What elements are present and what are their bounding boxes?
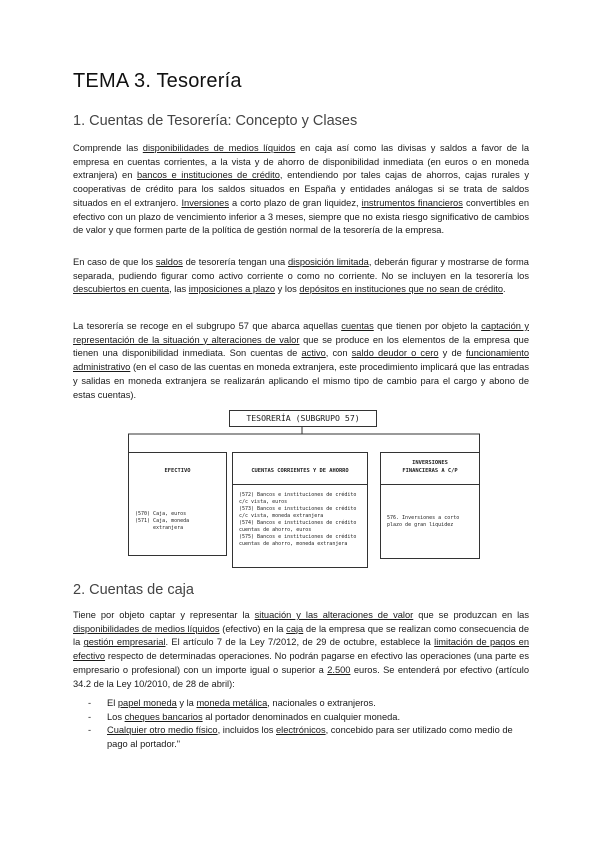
- underlined-term: 2.500: [327, 664, 351, 675]
- underlined-term: electrónicos: [276, 725, 326, 736]
- text-run: y de: [438, 348, 466, 359]
- underlined-term: Inversiones: [181, 197, 229, 208]
- underlined-term: gestión empresarial: [83, 637, 166, 648]
- list-item-text: [107, 712, 400, 722]
- account-line: (574) Bancos e instituciones de crédito: [239, 520, 357, 526]
- section-2-paragraph-1: [73, 609, 529, 691]
- diagram-column-inversiones: [380, 452, 480, 559]
- underlined-term: situación y las alteraciones de valor: [254, 610, 414, 620]
- text-run: de la empresa que se realizan como consecuencia de la: [73, 623, 530, 648]
- diagram-top-box: TESORERÍA (SUBGRUPO 57): [229, 410, 377, 427]
- text-run: y los: [275, 284, 300, 295]
- column-divider: [233, 484, 367, 485]
- text-run: , incluidos los: [217, 725, 276, 736]
- underlined-term: Cualquier otro medio físico: [107, 725, 218, 736]
- account-line: extranjera: [153, 525, 184, 531]
- text-run: que se produce en los elementos de la empresa que tienen una disponibilidad inmediata. Son cuentas de: [73, 334, 530, 359]
- account-line: 576. Inversiones a corto: [387, 515, 460, 521]
- diagram-column-efectivo: [128, 452, 227, 556]
- text-run: , con: [325, 348, 352, 359]
- text-run: en caja así como las divisas y saldos a favor de la empresa en cuentas corrientes, a la vista y de ahorro de disponibilidad inmediata (en euros o en moneda extranjera) en: [73, 143, 529, 181]
- account-line: c/c vista, moneda extranjera: [239, 513, 324, 519]
- text-run: y la: [176, 698, 197, 708]
- underlined-term: instrumentos financieros: [361, 197, 463, 208]
- text-run: .: [503, 284, 506, 295]
- text-run: , deberán figurar y mostrarse de forma separada, pudiendo figurar como activo corriente o como no corriente. No se incluyen en la tesorería los: [73, 257, 529, 281]
- list-item-text: [107, 725, 513, 749]
- text-run: La tesorería se recoge en el subgrupo 57 que abarca aquellas: [73, 321, 342, 331]
- text-run: . El artículo 7 de la Ley 7/2012, de 29 de octubre, establece la: [165, 637, 435, 648]
- section-1-paragraph-2: [73, 256, 529, 297]
- text-run: (en el caso de las cuentas en moneda extranjera, este procedimiento implicará que las entradas y salidas en moneda extranjera se realizarán aplicando el mismo tipo de cambio para el cargo y abono de estas cuentas).: [73, 362, 529, 400]
- text-run: Tiene por objeto captar y representar la: [73, 610, 255, 620]
- column-heading: CUENTAS CORRIENTES Y DE AHORRO: [251, 468, 349, 474]
- account-line: c/c vista, euros: [239, 499, 288, 505]
- text-run: , concebido para ser utilizado como medio de pago al portador.": [107, 725, 513, 750]
- text-run: a corto plazo de gran liquidez,: [228, 197, 362, 208]
- section-2-heading: 2. Cuentas de caja: [73, 582, 194, 598]
- underlined-term: depósitos en instituciones que no sean de crédito: [299, 284, 504, 295]
- column-body: [387, 515, 459, 529]
- text-run: euros. Se entenderá por efectivo (artículo 34.2 de la Ley 10/2010, de 28 de abril):: [73, 664, 530, 689]
- underlined-term: disponibilidades de medios líquidos: [73, 623, 220, 634]
- text-run: convertibles en efectivo con un plazo de vencimiento inferior a 3 meses, siempre que no exista riesgo significativo de cambios de valor y que formen parte de la política de gestión normal de la tesorería de la empresa.: [73, 197, 529, 236]
- text-run: al portador denominados en cualquier moneda.: [202, 711, 401, 722]
- underlined-term: moneda metálica: [196, 698, 268, 708]
- column-body: [239, 492, 356, 548]
- underlined-term: saldo deudor o cero: [351, 348, 439, 359]
- underlined-term: disposición limitada: [287, 257, 369, 267]
- diagram-connectors: [128, 410, 480, 454]
- account-line: (571) Caja, moneda: [135, 518, 190, 524]
- underlined-term: bancos e instituciones de crédito: [136, 170, 280, 181]
- underlined-term: disponibilidades de medios líquidos: [142, 143, 296, 153]
- list-item: [73, 724, 529, 751]
- account-line: (573) Bancos e instituciones de crédito: [239, 506, 357, 512]
- text-run: Los: [107, 711, 125, 722]
- underlined-term: limitación de pagos en efectivo: [73, 637, 529, 662]
- underlined-term: funcionamiento administrativo: [73, 348, 529, 373]
- underlined-term: papel moneda: [117, 698, 177, 708]
- underlined-term: caja: [286, 623, 304, 634]
- column-body: [135, 511, 189, 532]
- section-1-paragraph-3: [73, 320, 529, 402]
- underlined-term: saldos: [155, 257, 183, 267]
- column-heading: EFECTIVO: [164, 468, 191, 474]
- underlined-term: captación y representación de la situación y alteraciones de valor: [73, 321, 530, 345]
- underlined-term: cheques bancarios: [124, 711, 203, 722]
- list-item: [73, 711, 529, 725]
- text-run: que se produzcan en las: [413, 610, 529, 620]
- column-divider: [381, 484, 479, 485]
- underlined-term: activo: [301, 348, 326, 359]
- text-run: , las: [169, 284, 189, 295]
- text-run: de tesorería tengan una: [182, 257, 288, 267]
- text-run: (efectivo) en la: [219, 623, 287, 634]
- efectivo-list: [73, 697, 529, 752]
- bullet-dash: -: [88, 725, 92, 736]
- account-line: cuentas de ahorro, moneda extranjera: [239, 541, 348, 547]
- account-line: (575) Bancos e instituciones de crédito: [239, 534, 357, 540]
- text-run: En caso de que los: [73, 257, 156, 267]
- text-run: , entendiendo por tales cajas de ahorros, cajas rurales y cooperativas de crédito para los saldos situados en España y entidades análogas si se trata de saldos situados en el extranjero.: [73, 170, 529, 208]
- text-run: que tienen por objeto la: [373, 321, 482, 331]
- account-line: cuentas de ahorro, euros: [239, 527, 312, 533]
- list-item: [73, 697, 529, 711]
- bullet-dash: -: [88, 711, 92, 722]
- list-item-text: [107, 698, 376, 708]
- tesoreria-diagram: [128, 410, 480, 568]
- column-heading: INVERSIONES FINANCIERAS A C/P: [402, 460, 458, 474]
- text-run: Comprende las: [73, 143, 143, 153]
- account-line: (570) Caja, euros: [135, 511, 187, 517]
- page-title: TEMA 3. Tesorería: [73, 70, 242, 92]
- section-1-paragraph-1: [73, 142, 529, 238]
- text-run: , nacionales o extranjeros.: [267, 698, 376, 708]
- account-line: (572) Bancos e instituciones de crédito: [239, 492, 357, 498]
- bullet-dash: -: [88, 698, 92, 708]
- underlined-term: cuentas: [341, 321, 374, 331]
- section-1-heading: 1. Cuentas de Tesorería: Concepto y Clases: [73, 113, 358, 129]
- underlined-term: descubiertos en cuenta: [73, 284, 170, 295]
- text-run: El: [107, 698, 118, 708]
- diagram-column-cuentas-corrientes: [232, 452, 368, 568]
- account-line: plazo de gran liquidez: [387, 522, 454, 528]
- underlined-term: imposiciones a plazo: [188, 284, 276, 295]
- text-run: respecto de determinadas operaciones. No podrán pagarse en efectivo las operaciones (una parte es empresario o profesional) con un importe igual o superior a: [73, 651, 529, 675]
